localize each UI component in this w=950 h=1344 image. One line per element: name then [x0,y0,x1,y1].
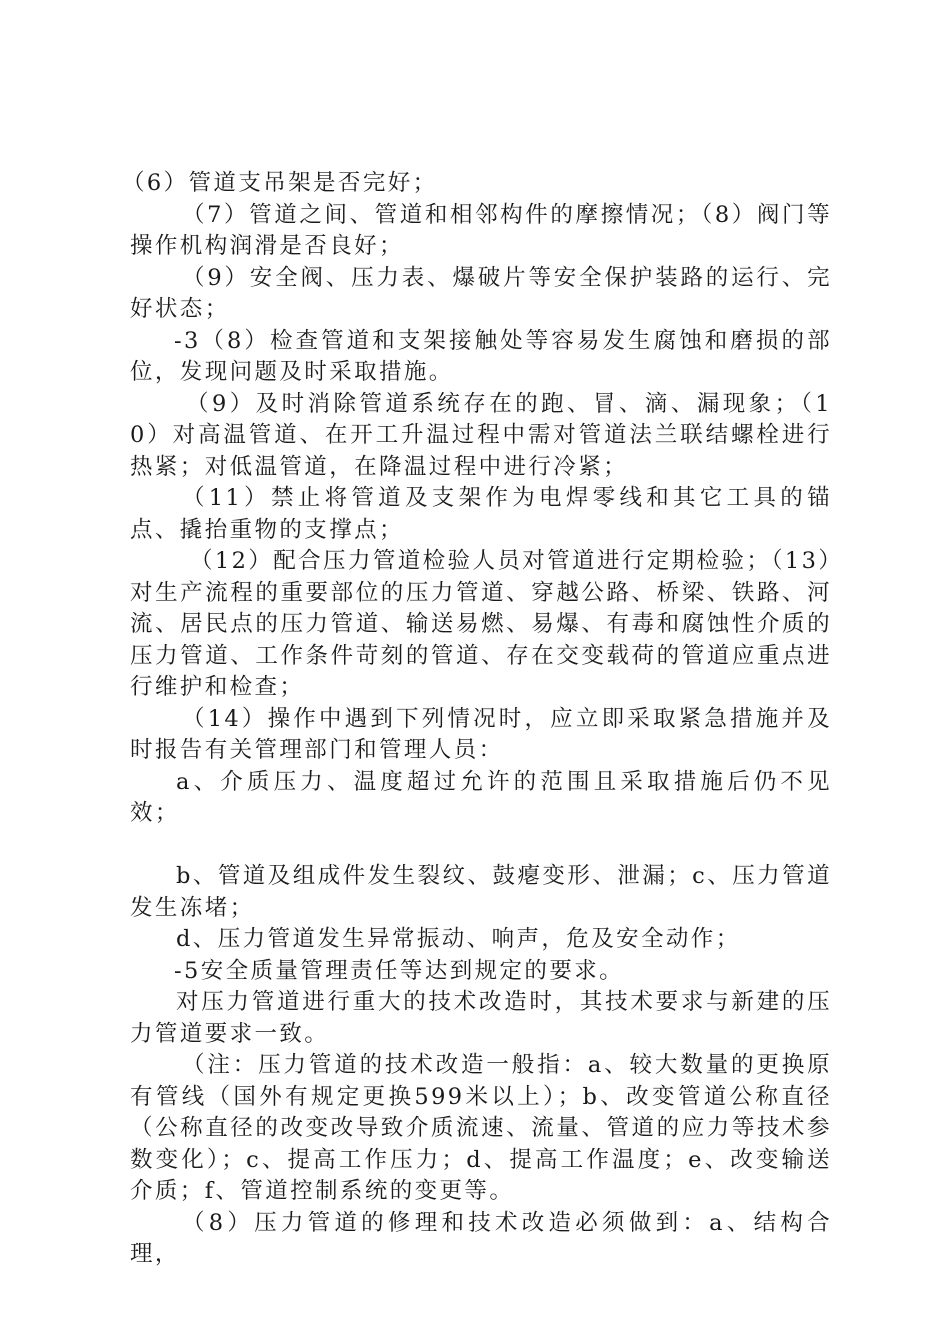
paragraph-8-repair: （8）压力管道的修理和技术改造必须做到：a、结构合理， [130,1209,832,1267]
blank-line [130,830,832,862]
paragraph-9-leaks: （9）及时消除管道系统存在的跑、冒、滴、漏现象；（10）对高温管道、在开工升温过程中需对管道法兰联结螺栓进行热紧；对低温管道，在降温过程中进行冷紧； [130,390,832,480]
paragraph-8-corrosion-check: -3（8）检查管道和支架接触处等容易发生腐蚀和磨损的部位，发现问题及时采取措施。 [130,327,832,385]
list-item-b: b、管道及组成件发生裂纹、鼓瘪变形、泄漏；c、压力管道发生冻堵； [130,863,832,921]
paragraph-6-supports: （6）管道支吊架是否完好； [122,170,438,196]
paragraph-5-responsibility: -5安全质量管理责任等达到规定的要求。 [174,957,625,984]
paragraph-major-retrofit: 对压力管道进行重大的技术改造时，其技术要求与新建的压力管道要求一致。 [130,989,832,1047]
paragraph-12-inspection: （12）配合压力管道检验人员对管道进行定期检验；（13）对生产流程的重要部位的压力管道、穿越公路、桥梁、铁路、河流、居民点的压力管道、输送易燃、易爆、有毒和腐蚀性介质的压力管道、工作条件苛刻的管道、存在交变载荷的管道应重点进行维护和检查； [130,548,832,700]
paragraph-14-emergency: （14）操作中遇到下列情况时，应立即采取紧急措施并及时报告有关管理部门和管理人员： [130,705,832,763]
list-item-a: a、介质压力、温度超过允许的范围且采取措施后仍不见效； [130,768,832,826]
document-body [122,168,832,1271]
paragraph-note: （注：压力管道的技术改造一般指：a、较大数量的更换原有管线（国外有规定更换599米以上）；b、改变管道公称直径（公称直径的改变改导致介质流速、流量、管道的应力等技术参数变化）；c、提高工作压力；d、提高工作温度；e、改变输送介质；f、管道控制系统的变更等。 [130,1052,832,1204]
paragraph-9-safety-devices: （9）安全阀、压力表、爆破片等安全保护装路的运行、完好状态； [130,264,832,322]
paragraph-11-prohibition: （11）禁止将管道及支架作为电焊零线和其它工具的锚点、撬抬重物的支撑点； [130,485,832,543]
paragraph-7-friction: （7）管道之间、管道和相邻构件的摩擦情况；（8）阀门等操作机构润滑是否良好； [130,201,832,259]
list-item-d: d、压力管道发生异常振动、响声，危及安全动作； [176,926,741,952]
